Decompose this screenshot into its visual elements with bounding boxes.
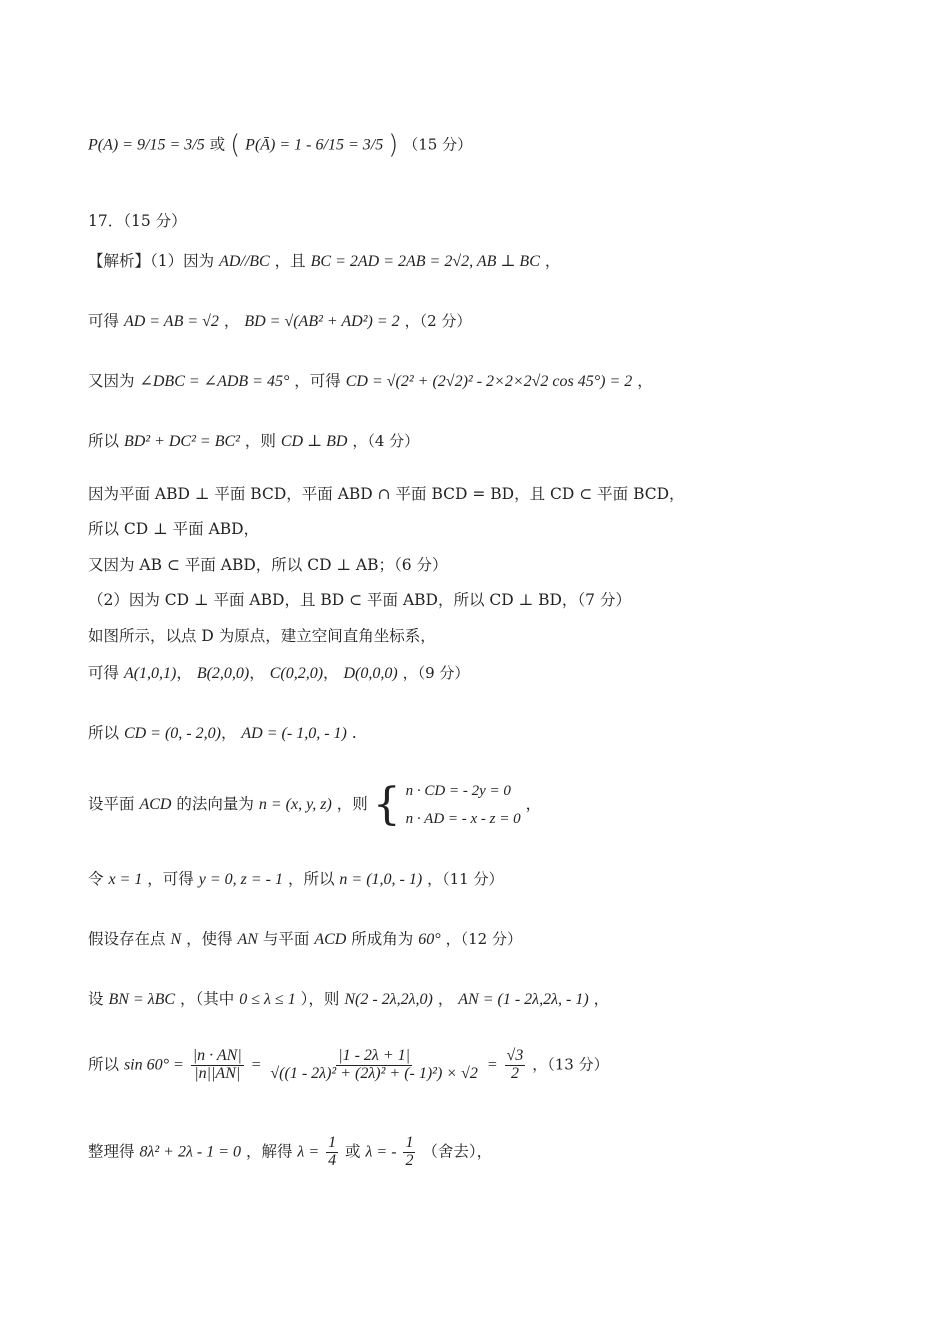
analysis-line-3 <box>88 372 653 391</box>
text-or: 或 <box>345 1142 361 1161</box>
sine-equation-line <box>88 1048 609 1083</box>
fraction-3 <box>505 1048 526 1083</box>
text-thus: ，可得 <box>147 870 194 888</box>
math-lambda-1: λ = <box>297 1143 320 1161</box>
math-x: x = 1 <box>108 871 143 888</box>
close-paren: ) <box>388 130 399 160</box>
vector-an: AN <box>237 931 258 948</box>
text-so: 所以 <box>88 1055 120 1074</box>
fraction-1-denominator: |n||AN| <box>194 1064 241 1082</box>
question-17-heading: 17．（15 分） <box>88 212 187 230</box>
text-and: ，且 <box>274 252 306 270</box>
point-b: B(2,0,0) <box>196 665 250 682</box>
fraction-3-denominator: 2 <box>510 1064 519 1082</box>
prob-alt: P(Ā) = 1 - 6/15 = 3/5 <box>245 136 384 154</box>
comma: ， <box>544 252 561 270</box>
vectors-line: 所以 CD = (0, - 2,0)， AD = (- 1,0, - 1) . <box>88 724 357 742</box>
text-so: 所以 <box>88 724 120 742</box>
fraction-2-denominator: √((1 - 2λ)² + (2λ)² + (- 1)²) × √2 <box>270 1064 478 1082</box>
system-brace: { <box>372 779 401 830</box>
or-text: 或 <box>209 135 226 154</box>
text-solve: ，解得 <box>245 1142 293 1161</box>
probability-line <box>88 130 472 161</box>
text-thus: 可得 <box>88 664 120 682</box>
coordinates-line: 可得 A(1,0,1)， B(2,0,0)， C(0,2,0)， D(0,0,0) ，（9 分） <box>88 664 470 682</box>
part-2-line-1: （2）因为 CD ⊥ 平面 ABD，且 BD ⊂ 平面 ABD，所以 CD ⊥ BD，（7 分） <box>88 591 631 609</box>
score-note: （15 分） <box>403 135 473 154</box>
assumption-line <box>88 930 522 949</box>
vector-cd: CD = (0, - 2,0) <box>123 725 221 742</box>
math-cd-perp-bd: CD ⊥ BD <box>280 433 348 450</box>
vector-ad: AD = (- 1,0, - 1) <box>241 725 347 742</box>
text-simplify: 整理得 <box>88 1142 135 1161</box>
period: . <box>351 724 357 742</box>
math-pythagoras: BD² + DC² = BC² <box>123 433 240 450</box>
fraction-1 <box>191 1048 244 1083</box>
math-lambda-2: λ = - <box>365 1143 397 1161</box>
fraction-quarter-num: 1 <box>328 1134 337 1151</box>
comma: ， <box>637 372 653 390</box>
text-normal-vector: 的法向量为 <box>176 795 254 813</box>
text-such-that: ，使得 <box>186 930 233 948</box>
math-n-coords: N(2 - 2λ,2λ,0) <box>344 991 433 1008</box>
fraction-half-num: 1 <box>405 1134 414 1151</box>
text-thus: 可得 <box>88 312 120 330</box>
equals-sign: = <box>486 1056 498 1074</box>
score-note: ，（12 分） <box>445 930 522 948</box>
text-let-plane: 设平面 <box>88 795 135 813</box>
text-then: ），则 <box>300 990 340 1008</box>
math-yz: y = 0, z = - 1 <box>198 871 283 888</box>
text-then: ，则 <box>336 795 368 813</box>
text-thus: ，可得 <box>294 372 341 390</box>
fraction-2-numerator: |1 - 2λ + 1| <box>338 1047 411 1064</box>
score-note: ，（13 分） <box>532 1055 609 1074</box>
math-ad-eq-ab: AD = AB = √2 <box>123 313 219 330</box>
comma: ， <box>525 795 542 813</box>
fraction-2 <box>268 1048 479 1083</box>
score-note: ，（4 分） <box>352 432 420 450</box>
score-note: ，（11 分） <box>427 870 504 888</box>
plane-acd: ACD <box>314 931 347 948</box>
text-so: ，所以 <box>287 870 335 888</box>
math-ad-parallel-bc: AD//BC <box>219 253 270 270</box>
text-angle: 所成角为 <box>351 930 414 948</box>
comma: ， <box>223 312 240 330</box>
fraction-quarter-den: 4 <box>328 1151 337 1169</box>
math-bn: BN = λBC <box>108 991 176 1008</box>
fraction-half <box>403 1135 415 1170</box>
math-angle: ∠DBC = ∠ADB = 45° <box>139 373 290 390</box>
part-2-line-2: 如图所示，以点 D 为原点，建立空间直角坐标系， <box>88 627 436 645</box>
score-note: ，（2 分） <box>404 312 472 330</box>
fraction-half-den: 2 <box>405 1151 414 1169</box>
analysis-line-1 <box>88 252 560 271</box>
fraction-1-numerator: |n · AN| <box>192 1047 242 1064</box>
math-lambda-range: 0 ≤ λ ≤ 1 <box>239 991 296 1008</box>
text-assume: 假设存在点 <box>88 930 166 948</box>
math-an-vector: AN = (1 - 2λ,2λ, - 1) <box>458 991 589 1008</box>
analysis-line-2 <box>88 312 471 331</box>
fraction-3-numerator: √3 <box>506 1047 524 1064</box>
analysis-label: 【解析】（1）因为 <box>88 252 215 270</box>
normal-vector-line <box>88 779 542 830</box>
text-so: 所以 <box>88 432 120 450</box>
system-eq-1: n · CD = - 2y = 0 <box>405 783 511 799</box>
math-bd: BD = √(AB² + AD²) = 2 <box>244 313 400 330</box>
plane-acd: ACD <box>139 796 172 813</box>
point-a: A(1,0,1) <box>123 665 177 682</box>
text-where: ，（其中 <box>180 990 235 1008</box>
analysis-line-6: 所以 CD ⊥ 平面 ABD， <box>88 520 260 538</box>
prob-eq: P(A) = 9/15 = 3/5 <box>88 136 205 154</box>
text-let: 令 <box>88 870 104 888</box>
analysis-line-5: 因为平面 ABD ⊥ 平面 BCD，平面 ABD ∩ 平面 BCD = BD，且 CD ⊂ 平面 BCD， <box>88 485 685 503</box>
math-cd: CD = √(2² + (2√2)² - 2×2×2√2 cos 45°) = 2 <box>345 373 633 390</box>
point-c: C(0,2,0) <box>269 665 324 682</box>
open-paren: ( <box>230 130 241 160</box>
analysis-line-4 <box>88 432 419 451</box>
vector-n: n = (x, y, z) <box>258 796 332 813</box>
equals-sign: = <box>250 1056 262 1074</box>
system-eq-2: n · AD = - x - z = 0 <box>405 811 521 827</box>
analysis-line-7: 又因为 AB ⊂ 平面 ABD，所以 CD ⊥ AB；（6 分） <box>88 556 448 574</box>
math-quadratic: 8λ² + 2λ - 1 = 0 <box>139 1143 242 1161</box>
text-with-plane: 与平面 <box>262 930 310 948</box>
comma: ， <box>593 990 610 1008</box>
text-also: 又因为 <box>88 372 135 390</box>
math-sin60: sin 60° = <box>123 1056 184 1074</box>
parameter-line <box>88 990 609 1009</box>
comma: ， <box>437 990 454 1008</box>
angle-60: 60° <box>418 931 441 948</box>
solution-line <box>88 870 503 889</box>
point-d: D(0,0,0) <box>343 665 398 682</box>
math-bc-equation: BC = 2AD = 2AB = 2√2, AB ⊥ BC <box>310 253 540 270</box>
text-then: ，则 <box>244 432 276 450</box>
equation-system <box>406 782 521 828</box>
final-equation-line <box>88 1135 492 1170</box>
fraction-quarter <box>326 1135 338 1170</box>
score-note: ，（9 分） <box>402 664 470 682</box>
text-discard: （舍去）， <box>422 1142 493 1161</box>
point-n: N <box>170 931 182 948</box>
math-n-value: n = (1,0, - 1) <box>339 871 423 888</box>
text-let: 设 <box>88 990 104 1008</box>
